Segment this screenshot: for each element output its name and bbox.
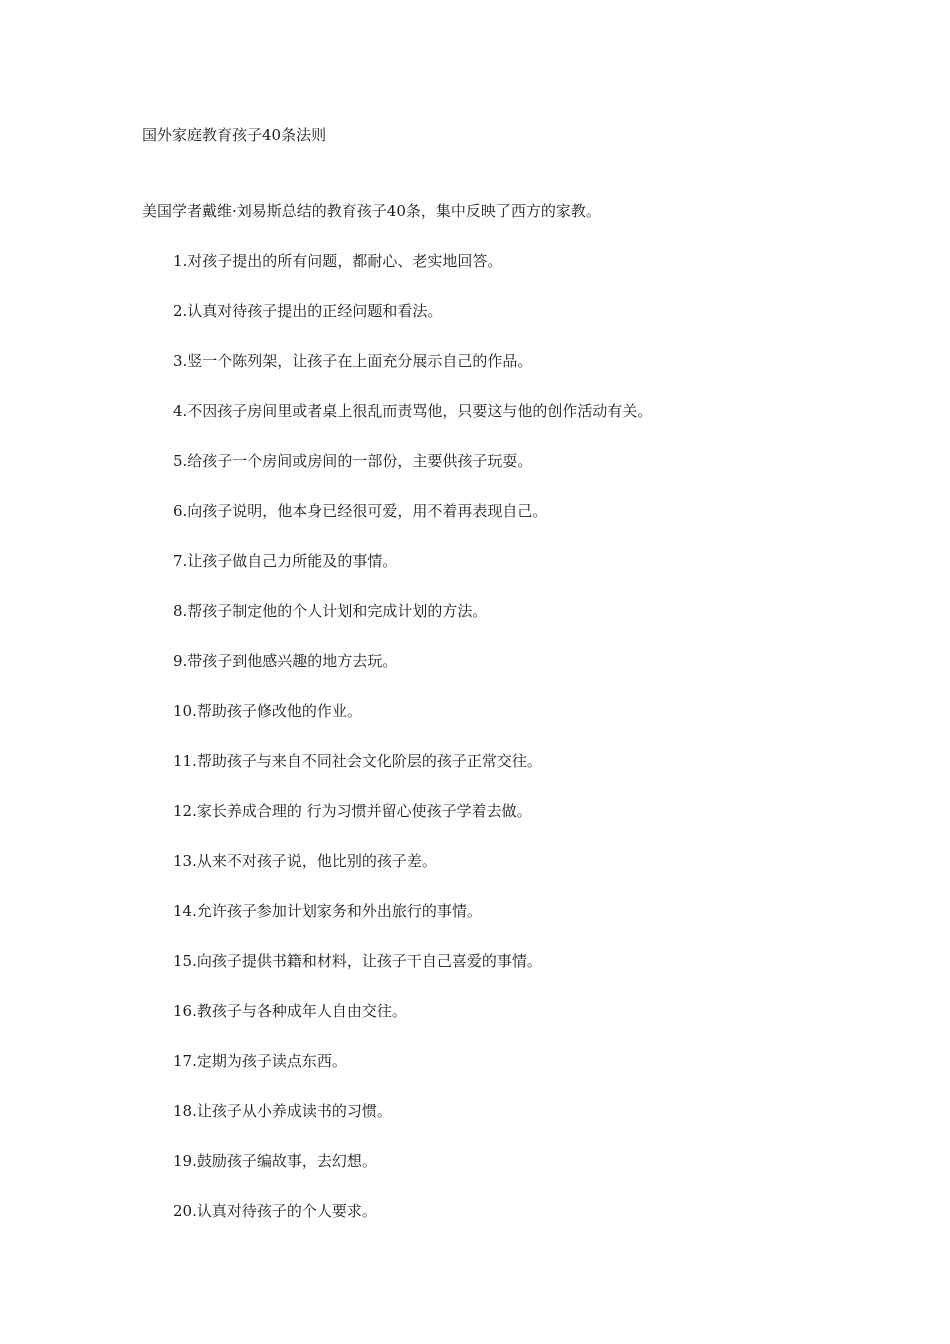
rule-item: 9.带孩子到他感兴趣的地方去玩。	[173, 652, 398, 670]
rule-item: 5.给孩子一个房间或房间的一部份，主要供孩子玩耍。	[173, 452, 533, 470]
rule-item: 6.向孩子说明，他本身已经很可爱，用不着再表现自己。	[173, 502, 548, 520]
rule-item: 1.对孩子提出的所有问题，都耐心、老实地回答。	[173, 252, 503, 270]
rule-item: 12.家长养成合理的 行为习惯并留心使孩子学着去做。	[173, 802, 532, 820]
rule-item: 19.鼓励孩子编故事，去幻想。	[173, 1152, 377, 1170]
rule-item: 7.让孩子做自己力所能及的事情。	[173, 552, 398, 570]
rule-item: 16.教孩子与各种成年人自由交往。	[173, 1002, 407, 1020]
rule-item: 8.帮孩子制定他的个人计划和完成计划的方法。	[173, 602, 488, 620]
rule-item: 20.认真对待孩子的个人要求。	[173, 1202, 377, 1220]
rule-item: 2.认真对待孩子提出的正经问题和看法。	[173, 302, 443, 320]
rule-item: 10.帮助孩子修改他的作业。	[173, 702, 362, 720]
rule-item: 3.竖一个陈列架，让孩子在上面充分展示自己的作品。	[173, 352, 533, 370]
document-title: 国外家庭教育孩子40条法则	[142, 126, 327, 144]
rule-item: 14.允许孩子参加计划家务和外出旅行的事情。	[173, 902, 482, 920]
rule-item: 18.让孩子从小养成读书的习惯。	[173, 1102, 392, 1120]
rule-item: 11.帮助孩子与来自不同社会文化阶层的孩子正常交往。	[173, 752, 542, 770]
intro-paragraph: 美国学者戴维·刘易斯总结的教育孩子40条，集中反映了西方的家教。	[142, 202, 601, 220]
rule-item: 17.定期为孩子读点东西。	[173, 1052, 347, 1070]
rule-item: 4.不因孩子房间里或者桌上很乱而责骂他，只要这与他的创作活动有关。	[173, 402, 653, 420]
rule-item: 13.从来不对孩子说，他比别的孩子差。	[173, 852, 437, 870]
rules-list	[173, 250, 652, 1250]
rule-item: 15.向孩子提供书籍和材料，让孩子干自己喜爱的事情。	[173, 952, 542, 970]
